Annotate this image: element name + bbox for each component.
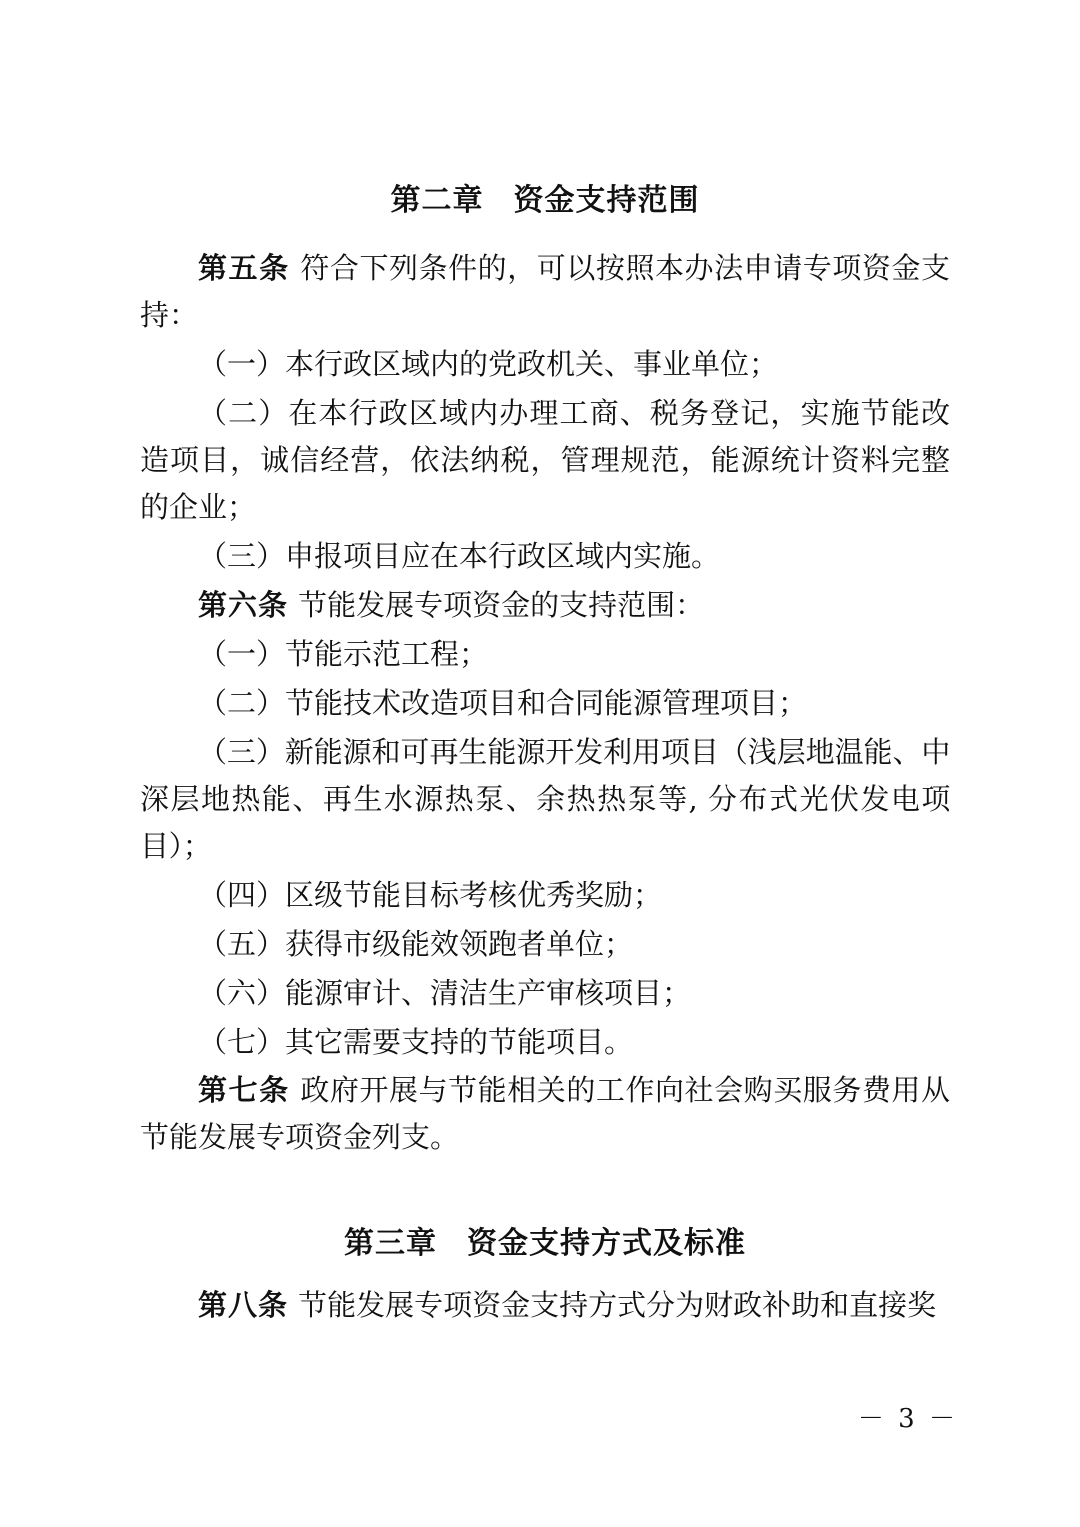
article-8-paragraph [140,1282,950,1329]
article-8-label: 第八条 [198,1288,289,1323]
article-8-text: 节能发展专项资金支持方式分为财政补助和直接奖 [298,1288,937,1323]
article-5-paragraph [140,245,950,339]
article-5-item-2: （二）在本行政区域内办理工商、税务登记，实施节能改造项目，诚信经营，依法纳税，管理规范，能源统计资料完整的企业； [140,395,950,524]
article-6-item-4: （四）区级节能目标考核优秀奖励； [198,877,663,912]
article-7-text: 政府开展与节能相关的工作向社会购买服务费用从节能发展专项资金列支。 [140,1073,950,1155]
chapter-2-title: 资金支持范围 [513,183,700,218]
article-5-text: 符合下列条件的，可以按照本办法申请专项资金支持： [140,251,950,332]
article-5-label: 第五条 [198,251,290,285]
article-6-item-1: （一）节能示范工程； [198,636,489,671]
article-5-item-1: （一）本行政区域内的党政机关、事业单位； [198,346,779,381]
article-6-item-6: （六）能源审计、清洁生产审核项目； [198,975,692,1010]
chapter-3-title: 资金支持方式及标准 [467,1226,746,1262]
article-6-paragraph [140,582,950,629]
page-content [140,178,950,1331]
chapter-3-heading [140,1221,950,1266]
article-6-item-7: （七）其它需要支持的节能项目。 [198,1024,634,1059]
article-6-text: 节能发展专项资金的支持范围： [298,587,705,622]
chapter-2-heading [140,178,950,223]
article-5-item-3: （三）申报项目应在本行政区域内实施。 [198,538,721,573]
article-7-label: 第七条 [198,1073,290,1108]
chapter-3-number: 第三章 [344,1226,437,1262]
article-6-item-3: （三）新能源和可再生能源开发利用项目（浅层地温能、中深层地热能、再生水源热泵、余热热泵等, 分布式光伏发电项目）； [140,734,950,863]
chapter-2-number: 第二章 [390,183,484,218]
article-6-item-5: （五）获得市级能效领跑者单位； [198,926,634,961]
article-7-paragraph [140,1067,950,1161]
page-number: － 3 － [857,1404,958,1434]
article-6-item-2: （二）节能技术改造项目和合同能源管理项目； [198,685,808,720]
article-6-label: 第六条 [198,587,289,622]
